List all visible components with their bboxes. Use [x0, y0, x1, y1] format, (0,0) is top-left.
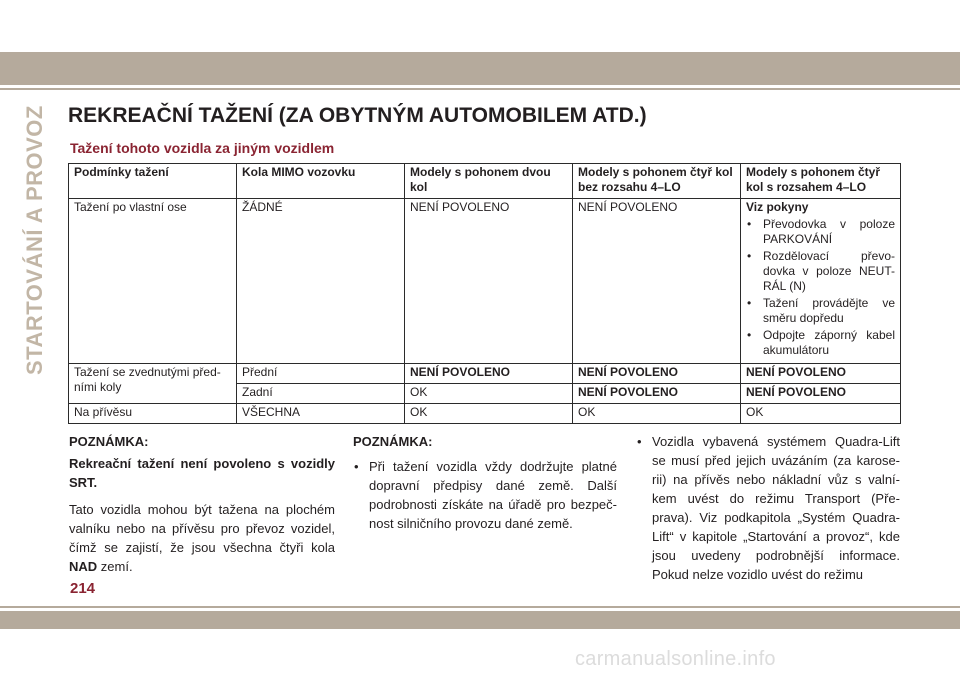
- instructions-list: [746, 217, 895, 358]
- footer-bar: [0, 611, 960, 629]
- traffic-rules-bullet: • Při tažení vozidla vždy dodržujte platné dopravní předpisy dané země. Další podrobnosti získáte na úřadě pro bezpeč-nost silničního provozu dané země.: [353, 457, 617, 533]
- right-column: [636, 432, 900, 584]
- middle-column: [353, 432, 617, 533]
- table-row: [69, 199, 901, 364]
- table-header-row: [69, 164, 901, 199]
- header-two-wheel-drive: Modely s pohonem dvou kol: [405, 164, 573, 199]
- paragraph-emphasis: NAD: [69, 559, 98, 574]
- cell-four-wd-lo: OK: [741, 404, 901, 424]
- cell-condition: Na přívěsu: [69, 404, 237, 424]
- page-number: 214: [70, 580, 96, 597]
- list-item: • Tažení provádějte ve směru dopředu: [746, 296, 895, 326]
- table-row: [69, 364, 901, 384]
- header-wheels-off-road: Kola MIMO vozovku: [237, 164, 405, 199]
- cell-wheels: Zadní: [237, 384, 405, 404]
- left-column: [69, 432, 335, 584]
- header-band: [0, 0, 960, 52]
- cell-wheels: VŠECHNA: [237, 404, 405, 424]
- instructions-heading: Viz pokyny: [746, 200, 809, 214]
- cell-two-wd: NENÍ POVOLENO: [405, 199, 573, 364]
- cell-four-wd-no-lo: OK: [573, 404, 741, 424]
- cell-two-wd: OK: [405, 384, 573, 404]
- cell-four-wd-lo: NENÍ POVOLENO: [741, 364, 901, 384]
- page-title: REKREAČNÍ TAŽENÍ (ZA OBYTNÝM AUTOMOBILEM ATD.): [68, 104, 647, 127]
- watermark: carmanualsonline.info: [575, 648, 776, 670]
- header-rule: [0, 88, 960, 90]
- quadra-lift-bullet: • Vozidla vybavená systémem Quadra-Lift se musí před jejich uvázáním (za karose-rii) na přívěs nebo nákladní vůz s valní-kem uvést do režimu Transport (Pře-prava). Viz podkapitola „Systém Quadra-Lift“ v kapitole „Startování a provoz“, kde jsou uvedeny podrobnější informace. Pokud nelze vozidlo uvést do režimu: [636, 432, 900, 584]
- header-four-wheel-lo: Modely s pohonem čtyř kol s rozsahem 4–LO: [741, 164, 901, 199]
- side-section-label: STARTOVÁNÍ A PROVOZ: [22, 105, 47, 375]
- header-conditions: Podmínky tažení: [69, 164, 237, 199]
- cell-four-wd-no-lo: NENÍ POVOLENO: [573, 364, 741, 384]
- list-item: • Rozdělovací převo-dovka v poloze NEUT-RÁL (N): [746, 249, 895, 294]
- note-srt-warning: Rekreační tažení není povoleno s vozidly SRT.: [69, 456, 335, 490]
- list-item: • Převodovka v poloze PARKOVÁNÍ: [746, 217, 895, 247]
- section-subtitle: Tažení tohoto vozidla za jiným vozidlem: [70, 140, 335, 156]
- cell-two-wd: OK: [405, 404, 573, 424]
- header-four-wheel-no-lo: Modely s pohonem čtyř kol bez rozsahu 4–LO: [573, 164, 741, 199]
- cell-wheels: ŽÁDNÉ: [237, 199, 405, 364]
- list-item: • Odpojte záporný kabel akumulátoru: [746, 328, 895, 358]
- paragraph-text: Tato vozidla mohou být tažena na plochém valníku nebo na přívěsu pro převoz vozidel, čímž se zajistí, že jsou všechna čtyři kola: [69, 502, 335, 555]
- footer-rule: [0, 606, 960, 608]
- cell-four-wd-no-lo: NENÍ POVOLENO: [573, 199, 741, 364]
- flatbed-paragraph: [69, 500, 335, 576]
- cell-four-wd-no-lo: NENÍ POVOLENO: [573, 384, 741, 404]
- towing-table: [68, 163, 901, 424]
- note-heading: POZNÁMKA:: [69, 434, 149, 449]
- cell-two-wd: NENÍ POVOLENO: [405, 364, 573, 384]
- cell-four-wd-lo: NENÍ POVOLENO: [741, 384, 901, 404]
- note-heading: POZNÁMKA:: [353, 434, 433, 449]
- cell-condition: Tažení po vlastní ose: [69, 199, 237, 364]
- cell-wheels: Přední: [237, 364, 405, 384]
- cell-condition: Tažení se zvednutými před-ními koly: [69, 364, 237, 404]
- table-row: [69, 404, 901, 424]
- paragraph-end: zemí.: [97, 559, 133, 574]
- header-bar: [0, 52, 960, 85]
- cell-four-wd-lo-instructions: [741, 199, 901, 364]
